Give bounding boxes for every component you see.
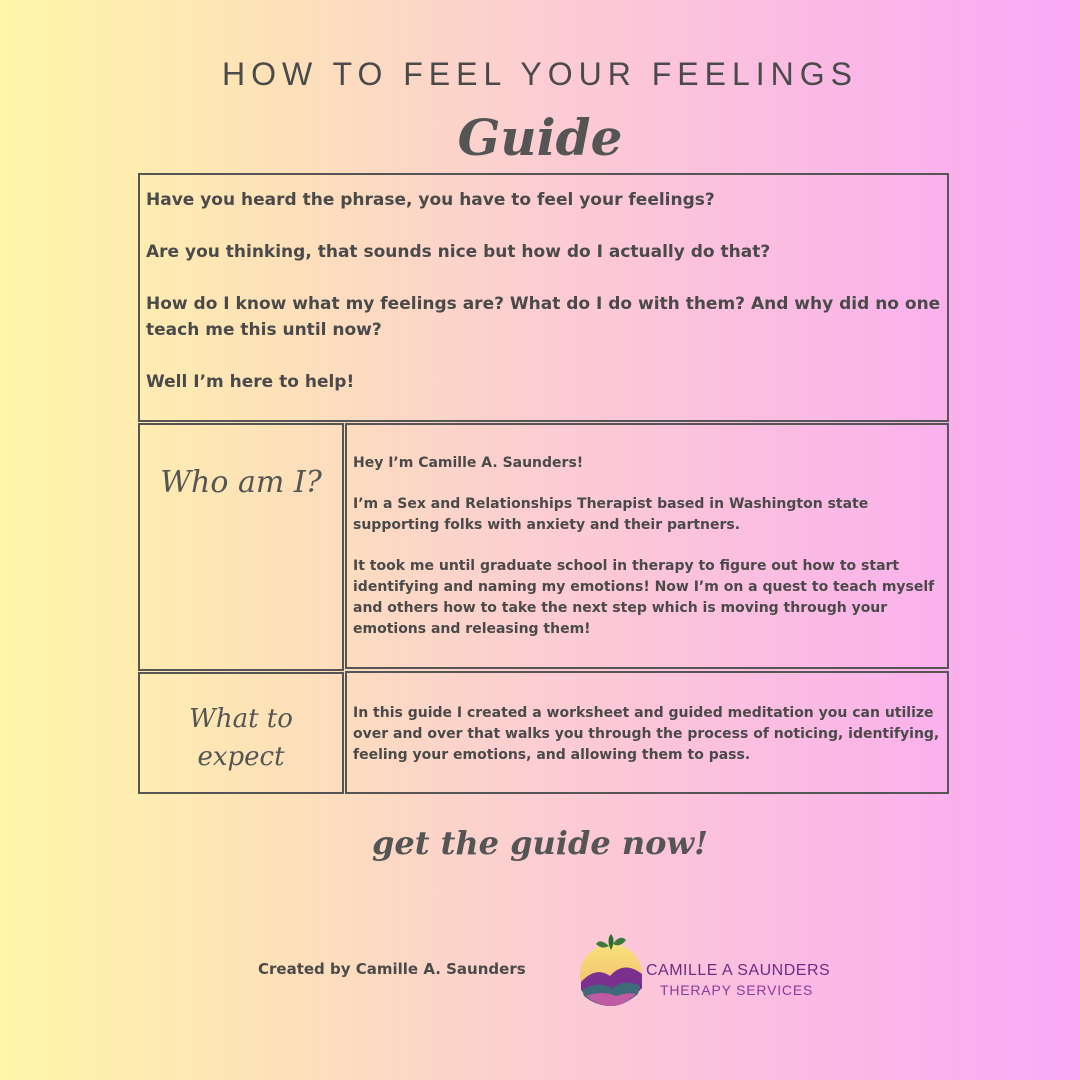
page-title: HOW TO FEEL YOUR FEELINGS bbox=[221, 56, 859, 92]
intro-paragraph-1: Have you heard the phrase, you have to feel your feelings? bbox=[146, 190, 715, 210]
who-label-box bbox=[138, 423, 344, 671]
who-text-box bbox=[345, 423, 949, 669]
expect-label bbox=[140, 700, 342, 776]
who-paragraph-2: I’m a Sex and Relationships Therapist based in Washington state supporting folks with anxiety and their partners. bbox=[353, 496, 869, 533]
expect-label-box bbox=[138, 672, 344, 794]
intro-paragraph-4: Well I’m here to help! bbox=[146, 372, 355, 392]
expect-label-line-2: expect bbox=[197, 742, 285, 772]
creator-credit: Created by Camille A. Saunders bbox=[258, 960, 526, 978]
intro-paragraph-2: Are you thinking, that sounds nice but how do I actually do that? bbox=[146, 242, 771, 262]
who-paragraph-3: It took me until graduate school in therapy to figure out how to start identifying and naming my emotions! Now I’m on a quest to teach myself and others how to take the next step which is moving through your emotions and releasing them! bbox=[353, 558, 935, 637]
page-subtitle: Guide bbox=[457, 108, 623, 167]
intro-paragraph-3: How do I know what my feelings are? What do I do with them? And why did no one teach me this until now? bbox=[146, 294, 941, 340]
who-label: Who am I? bbox=[160, 465, 322, 500]
logo-name: CAMILLE A SAUNDERS bbox=[646, 962, 831, 979]
who-paragraph-1: Hey I’m Camille A. Saunders! bbox=[353, 455, 584, 471]
brand-logo bbox=[576, 930, 831, 1010]
expect-label-line-1: What to bbox=[189, 704, 293, 734]
intro-box bbox=[138, 173, 949, 422]
get-guide-link[interactable]: get the guide now! bbox=[371, 824, 709, 862]
expect-paragraph: In this guide I created a worksheet and guided meditation you can utilize over and over that walks you through the process of noticing, identifying, feeling your emotions, and allowing them to pass. bbox=[353, 705, 940, 763]
logo-subtitle: THERAPY SERVICES bbox=[660, 982, 814, 998]
expect-text-box bbox=[345, 671, 949, 794]
logo-emblem-icon bbox=[576, 930, 646, 1010]
